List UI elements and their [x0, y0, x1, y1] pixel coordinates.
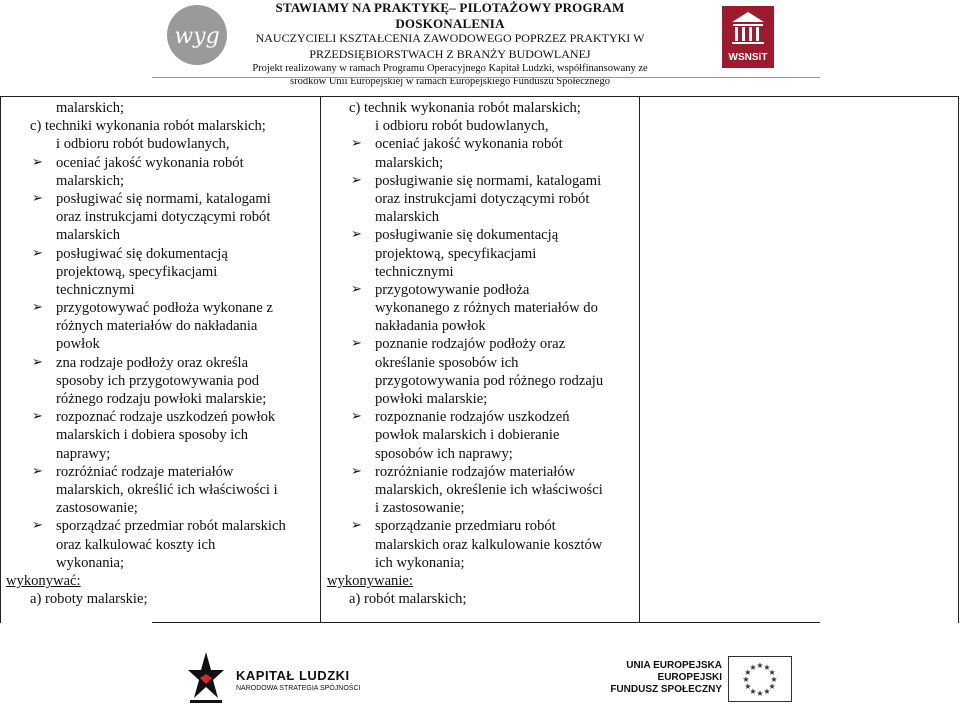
- table-line: [6, 208, 320, 226]
- table-line: [6, 354, 320, 372]
- table-line-text: wykonania;: [56, 554, 125, 571]
- table-line-text: posługiwać się dokumentacją: [56, 245, 228, 262]
- eu-star: ★: [763, 662, 771, 672]
- table-line: [327, 208, 637, 226]
- table-line: [6, 481, 320, 499]
- eu-star: ★: [749, 687, 757, 697]
- table-line: [6, 135, 320, 153]
- table-line: [327, 372, 637, 390]
- table-line: [6, 572, 320, 590]
- table-line-text: malarskich;: [56, 100, 125, 116]
- table-line: [6, 426, 320, 444]
- table-line-text: różnych materiałów do nakładania: [56, 318, 258, 335]
- table-line: [6, 190, 320, 208]
- table-line-text: malarskich i dobiera sposoby ich: [56, 427, 249, 444]
- table-line-text: oraz instrukcjami dotyczącymi robót: [56, 209, 271, 226]
- table-line-text: a) robót malarskich;: [349, 591, 467, 608]
- table-line-text: oraz instrukcjami dotyczącymi robót: [375, 190, 590, 207]
- table-line-text: rozpoznanie rodzajów uszkodzeń: [375, 409, 570, 426]
- table-line-text: sposobów ich naprawy;: [375, 445, 513, 462]
- header-project-note-2: środków Unii Europejskiej w ramach Europejskiego Funduszu Społecznego: [290, 76, 610, 87]
- table-line-text: powłok malarskich i dobieranie: [375, 427, 560, 444]
- table-line-text: malarskich;: [56, 172, 125, 189]
- table-line-text: posługiwać się normami, katalogami: [56, 190, 271, 207]
- table-line: [327, 408, 637, 426]
- table-line: [327, 481, 637, 499]
- table-line: [327, 299, 637, 317]
- table-line: [6, 172, 320, 190]
- table-line: [327, 190, 637, 208]
- table-line-text: ich wykonania;: [375, 554, 465, 571]
- header-title: STAWIAMY NA PRAKTYKĘ– PILOTAŻOWY PROGRAM DOSKONALENIA: [275, 0, 625, 31]
- table-line: [327, 426, 637, 444]
- table-line-text: projektową, specyfikacjami: [56, 263, 218, 280]
- table-line: [327, 390, 637, 408]
- header-divider: [152, 77, 820, 78]
- table-line: [327, 463, 637, 481]
- eu-star: ★: [768, 682, 776, 691]
- table-line-text: wykonywać:: [6, 572, 81, 589]
- table-line-text: wykonywanie:: [327, 572, 413, 589]
- arrowhead-bullet-icon: ➢: [32, 409, 43, 425]
- table-line: [327, 554, 637, 572]
- eu-text: [600, 660, 722, 696]
- wsnsit-logo: [722, 6, 774, 68]
- table-line-text: c) technik wykonania robót malarskich;: [349, 100, 581, 116]
- table-line-text: posługiwanie się dokumentacją: [375, 227, 559, 244]
- table-line-text: malarskich;: [375, 154, 444, 171]
- table-line: [6, 317, 320, 335]
- page-footer: [0, 640, 960, 708]
- table-line-text: malarskich, określić ich właściwości i: [56, 481, 278, 498]
- table-line: [6, 499, 320, 517]
- arrowhead-bullet-icon: ➢: [351, 336, 362, 352]
- table-line-text: różnego rodzaju powłoki malarskie;: [56, 391, 267, 407]
- arrowhead-bullet-icon: ➢: [351, 409, 362, 425]
- table-line: [6, 372, 320, 390]
- arrowhead-bullet-icon: ➢: [351, 281, 362, 297]
- table-bottom-border: [152, 622, 820, 623]
- eu-star: ★: [749, 662, 757, 672]
- table-line: [6, 263, 320, 281]
- eu-star: ★: [744, 668, 752, 677]
- table-line: [327, 317, 637, 335]
- eu-star: ★: [744, 682, 752, 691]
- table-line-text: oceniać jakość wykonania robót: [56, 154, 244, 171]
- eu-flag-icon: [728, 656, 792, 702]
- table-line-text: przygotowywanie podłoża: [375, 281, 530, 298]
- table-line: [327, 245, 637, 263]
- wyg-logo-icon: [162, 2, 232, 68]
- arrowhead-bullet-icon: ➢: [351, 172, 362, 188]
- table-line-text: i odbioru robót budowlanych,: [375, 118, 549, 135]
- table-line: [6, 226, 320, 244]
- table-line: [327, 517, 637, 535]
- table-border-right: [958, 97, 959, 623]
- arrowhead-bullet-icon: ➢: [351, 463, 362, 479]
- table-line-text: malarskich: [375, 209, 440, 226]
- table-column-3: [640, 97, 958, 623]
- table-line: [6, 554, 320, 572]
- arrowhead-bullet-icon: ➢: [32, 354, 43, 370]
- table-line-text: i zastosowanie;: [375, 500, 465, 517]
- eu-line-2: EUROPEJSKI: [657, 672, 722, 683]
- arrowhead-bullet-icon: ➢: [32, 190, 43, 206]
- table-line: [6, 335, 320, 353]
- table-line-text: posługiwanie się normami, katalogami: [375, 172, 602, 189]
- table-line-text: naprawy;: [56, 445, 111, 462]
- header-subtitle-2: PRZEDSIĘBIORSTWACH Z BRANŻY BUDOWLANEJ: [309, 46, 591, 61]
- table-line: [327, 572, 637, 590]
- header-subtitle-1: NAUCZYCIELI KSZTAŁCENIA ZAWODOWEGO POPRZEZ PRAKTYKI W: [255, 31, 645, 45]
- table-line-text: zna rodzaje podłoży oraz określa: [56, 354, 249, 371]
- table-line-text: a) roboty malarskie;: [30, 591, 148, 608]
- arrowhead-bullet-icon: ➢: [32, 154, 43, 170]
- table-line-text: powłoki malarskie;: [375, 391, 488, 407]
- arrowhead-bullet-icon: ➢: [351, 518, 362, 534]
- table-line: [6, 590, 320, 608]
- eu-star: ★: [756, 689, 764, 698]
- table-line: [327, 590, 637, 608]
- table-line: [6, 463, 320, 481]
- table-line: [6, 154, 320, 172]
- table-line: [327, 172, 637, 190]
- table-line-text: wykonanego z różnych materiałów do: [375, 300, 598, 317]
- table-line-text: przygotowywania pod różnego rodzaju: [375, 372, 604, 389]
- kapital-ludzki-star-icon: [186, 650, 226, 706]
- table-column-1: [6, 99, 320, 625]
- arrowhead-bullet-icon: ➢: [32, 245, 43, 261]
- table-line: [327, 263, 637, 281]
- table-line: [6, 408, 320, 426]
- eu-star: ★: [742, 675, 750, 684]
- arrowhead-bullet-icon: ➢: [32, 463, 43, 479]
- kl-title: KAPITAŁ LUDZKI: [236, 668, 350, 683]
- table-line: [6, 117, 320, 135]
- table-divider-1: [320, 97, 321, 623]
- header-text: [236, 0, 664, 88]
- content-table: [0, 96, 959, 623]
- table-line-text: technicznymi: [56, 281, 135, 298]
- table-line-text: rozróżnianie rodzajów materiałów: [375, 463, 576, 480]
- table-line-text: określanie sposobów ich: [375, 354, 519, 371]
- table-line: [6, 390, 320, 408]
- table-line-text: technicznymi: [375, 263, 454, 280]
- table-line-text: sporządzać przedmiar robót malarskich: [56, 518, 286, 535]
- table-column-2: [327, 99, 637, 625]
- eu-star: ★: [768, 668, 776, 677]
- kapital-ludzki-logo: [236, 668, 360, 692]
- eu-star: ★: [756, 661, 764, 670]
- arrowhead-bullet-icon: ➢: [32, 300, 43, 316]
- table-line-text: malarskich: [56, 227, 121, 244]
- table-line: [327, 354, 637, 372]
- table-line: [327, 499, 637, 517]
- arrowhead-bullet-icon: ➢: [351, 227, 362, 243]
- table-line-text: rozpoznać rodzaje uszkodzeń powłok: [56, 409, 276, 426]
- table-line-text: projektową, specyfikacjami: [375, 245, 537, 262]
- table-line-text: malarskich oraz kalkulowanie kosztów: [375, 536, 603, 553]
- table-line: [6, 281, 320, 299]
- arrowhead-bullet-icon: ➢: [32, 518, 43, 534]
- table-line-text: nakładania powłok: [375, 318, 486, 335]
- table-line: [327, 135, 637, 153]
- table-line-text: sporządzanie przedmiaru robót: [375, 518, 556, 535]
- table-line-text: malarskich, określenie ich właściwości: [375, 481, 603, 498]
- table-line: [327, 536, 637, 554]
- table-line: [327, 99, 637, 117]
- page-header: [0, 0, 960, 87]
- wsnsit-logo-text: WSNSiT: [728, 52, 768, 63]
- table-line-text: poznanie rodzajów podłoży oraz: [375, 336, 566, 353]
- table-line-text: przygotowywać podłoża wykonane z: [56, 300, 273, 317]
- table-line-text: powłok: [56, 336, 100, 353]
- table-line: [327, 226, 637, 244]
- eu-star: ★: [770, 675, 778, 684]
- table-line: [6, 536, 320, 554]
- table-line: [327, 117, 637, 135]
- kl-subtitle: NARODOWA STRATEGIA SPÓJNOŚCI: [236, 685, 361, 692]
- wyg-logo-text: wyg: [174, 24, 220, 49]
- table-line: [6, 445, 320, 463]
- header-project-note-1: Projekt realizowany w ramach Programu Operacyjnego Kapitał Ludzki, współfinansowany ze: [252, 63, 648, 74]
- table-line: [327, 154, 637, 172]
- table-line-text: oraz kalkulować koszty ich: [56, 536, 216, 553]
- table-line-text: rozróżniać rodzaje materiałów: [56, 463, 234, 480]
- table-line: [327, 335, 637, 353]
- table-line-text: zastosowanie;: [56, 500, 138, 517]
- table-line: [6, 517, 320, 535]
- table-line: [6, 299, 320, 317]
- table-line-text: c) techniki wykonania robót malarskich;: [30, 118, 266, 135]
- eu-line-3: FUNDUSZ SPOŁECZNY: [610, 684, 722, 695]
- table-line: [327, 445, 637, 463]
- table-line: [6, 99, 320, 117]
- arrowhead-bullet-icon: ➢: [351, 136, 362, 152]
- wsnsit-building-icon: [722, 6, 774, 50]
- table-line-text: oceniać jakość wykonania robót: [375, 136, 563, 153]
- eu-star: ★: [763, 687, 771, 697]
- table-border-left: [0, 97, 1, 623]
- table-line-text: i odbioru robót budowlanych,: [56, 136, 230, 153]
- eu-line-1: UNIA EUROPEJSKA: [626, 660, 722, 671]
- table-line: [6, 245, 320, 263]
- table-line-text: sposoby ich przygotowywania pod: [56, 372, 260, 389]
- table-line: [327, 281, 637, 299]
